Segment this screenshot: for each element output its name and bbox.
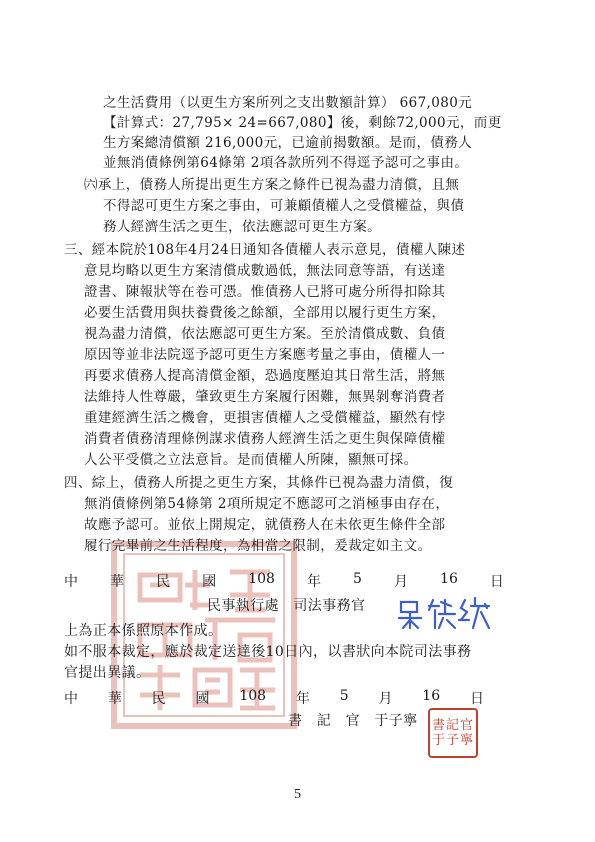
body-line: 【計算式：27,795× 24=667,080】後，剩餘72,000元，而更: [103, 115, 502, 131]
date-part: 民: [156, 574, 171, 590]
body-line: 重建經濟生活之機會，更損害債權人之受償權益，顯然有悖: [84, 410, 446, 426]
body-line: 意見均略以更生方案清償成數過低，無法同意等語，有送達: [84, 263, 446, 279]
body-line: 履行完畢前之生活程度，為相當之限制，爰裁定如主文。: [84, 538, 432, 554]
appeal-notice: 官提出異議。: [64, 665, 151, 681]
judicial-officer-signature: [395, 592, 495, 632]
clerk-seal-title: 書記官: [432, 718, 475, 733]
date-part: 日: [469, 691, 484, 707]
appeal-notice: 如不服本裁定，應於裁定送達後10日內，以書狀向本院司法事務: [64, 644, 472, 660]
date-part: 5: [353, 571, 362, 587]
clerk-line: 書 記 官 于子寧: [288, 713, 418, 729]
date-part: 108: [248, 571, 275, 587]
clerk-seal-name: 于子寧: [432, 733, 475, 748]
clerk-seal: [428, 708, 478, 758]
body-line: 生方案總清償額 216,000元，已逾前揭數額。是而，債務人: [103, 135, 473, 151]
date-part: 中: [64, 574, 78, 590]
body-line: 人公平受償之立法意旨。是而債權人所陳，顯無可採。: [84, 452, 418, 468]
date-part: 國: [202, 574, 217, 590]
date-part: 華: [107, 691, 122, 707]
date-part: 年: [295, 691, 310, 707]
body-line: 原因等並非法院逕予認可更生方案應考量之事由，債權人一: [84, 347, 446, 363]
body-line: 必要生活費用與扶養費後之餘額，全部用以履行更生方案，: [84, 305, 446, 321]
body-line: 無消債條例第54條第 2項所規定不應認可之消極事由存在，: [84, 496, 450, 512]
date-part: 16: [440, 571, 458, 587]
date-part: 108: [239, 688, 267, 704]
body-line: 再要求債務人提高清償金額，恐過度壓迫其日常生活，將無: [84, 368, 446, 384]
body-line: 法維持人性尊嚴，肇致更生方案履行困難，無異剝奪消費者: [84, 389, 446, 405]
body-line: 消費者債務清理條例謀求債務人經濟生活之更生與保障債權: [84, 431, 446, 447]
date-part: 月: [378, 691, 393, 707]
body-line: 之生活費用（以更生方案所列之支出數額計算） 667,080元: [103, 95, 473, 111]
certification-date: [64, 688, 484, 708]
body-line: 證書、陳報狀等在卷可憑。惟債務人已將可處分所得扣除其: [84, 284, 446, 300]
certification-note: 上為正本係照原本作成。: [64, 623, 223, 639]
body-line: 不得認可更生方案之事由，可兼顧債權人之受償權益，與債: [103, 198, 465, 214]
date-part: 民: [151, 691, 166, 707]
date-part: 華: [110, 574, 125, 590]
date-part: 年: [306, 574, 321, 590]
body-line: 四、綜上，債務人所提之更生方案，其條件已視為盡力清償，復: [64, 475, 454, 491]
date-part: 16: [422, 688, 441, 704]
body-line: 並無消債條例第64條第 2項各款所列不得逕予認可之事由。: [103, 155, 469, 171]
body-line: 故應予認可。並依上開規定，就債務人在未依更生條件全部: [84, 517, 446, 533]
date-part: 日: [489, 574, 504, 590]
date-part: 中: [64, 691, 78, 707]
page-number: 5: [294, 787, 301, 802]
date-part: 5: [339, 688, 349, 704]
date-part: 國: [195, 691, 210, 707]
court-division: 民事執行處 司法事務官: [207, 598, 366, 614]
date-part: 月: [393, 574, 408, 590]
body-line: 務人經濟生活之更生，依法應認可更生方案。: [103, 219, 381, 235]
body-line: 視為盡力清償，依法應認可更生方案。至於清償成數、負債: [84, 326, 446, 342]
body-line: 三、經本院於108年4月24日通知各債權人表示意見，債權人陳述: [64, 242, 466, 258]
ruling-date: [64, 571, 504, 591]
body-line: ㈥承上，債務人所提出更生方案之條件已視為盡力清償，且無: [84, 177, 460, 193]
